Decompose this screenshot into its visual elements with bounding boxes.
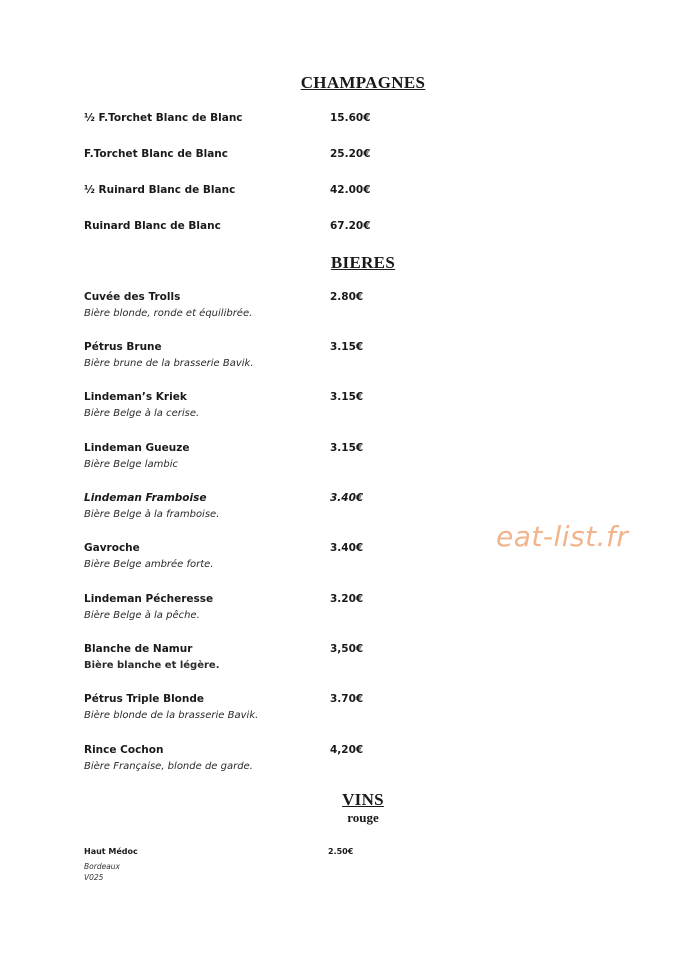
menu-item-name: Lindeman Pécheresse — [84, 593, 214, 605]
menu-item-name: Pétrus Triple Blonde — [84, 693, 205, 705]
menu-item-description: Bière Belge lambic — [84, 459, 178, 470]
menu-item-price: 4,20€ — [330, 744, 364, 756]
menu-item-name: ½ Ruinard Blanc de Blanc — [84, 184, 236, 196]
section-title-bieres: BIERES — [330, 253, 396, 272]
menu-item-price: 3,50€ — [330, 643, 364, 655]
menu-item-price: 67.20€ — [330, 220, 371, 232]
menu-item-price: 2.50€ — [328, 847, 354, 856]
menu-item-name: Ruinard Blanc de Blanc — [84, 220, 221, 232]
menu-item-name: Haut Médoc — [84, 847, 138, 856]
menu-item-price: 3.20€ — [330, 593, 364, 605]
menu-item-description: Bière Belge à la pêche. — [84, 610, 200, 621]
section-title-vins: VINS — [342, 790, 384, 809]
menu-item-name: Gavroche — [84, 542, 140, 554]
menu-item-name: Lindeman’s Kriek — [84, 391, 187, 403]
menu-item-price: 3.15€ — [330, 442, 364, 454]
menu-item-description: Bière Belge à la framboise. — [84, 509, 220, 520]
menu-item-name: ½ F.Torchet Blanc de Blanc — [84, 112, 243, 124]
menu-item-name: F.Torchet Blanc de Blanc — [84, 148, 228, 160]
menu-item-name: Rince Cochon — [84, 744, 164, 756]
menu-item-price: 25.20€ — [330, 148, 371, 160]
menu-item-price: 3.70€ — [330, 693, 364, 705]
menu-item-description: Bière blanche et légère. — [84, 660, 220, 671]
menu-item-price: 3.15€ — [330, 341, 364, 353]
menu-item-name: Lindeman Framboise — [84, 492, 207, 504]
menu-item-description: Bière Belge ambrée forte. — [84, 559, 214, 570]
menu-item-description: Bordeaux — [84, 862, 120, 871]
section-title-champagnes: CHAMPAGNES — [300, 73, 426, 92]
menu-item-description: Bière blonde de la brasserie Bavik. — [84, 710, 259, 721]
menu-item-price: 3.40€ — [330, 492, 364, 504]
menu-item-name: Lindeman Gueuze — [84, 442, 190, 454]
menu-item-description: V025 — [84, 873, 104, 882]
menu-item-name: Blanche de Namur — [84, 643, 193, 655]
menu-item-name: Pétrus Brune — [84, 341, 162, 353]
watermark: eat-list.fr — [496, 520, 629, 553]
menu-item-price: 15.60€ — [330, 112, 371, 124]
menu-item-description: Bière blonde, ronde et équilibrée. — [84, 308, 253, 319]
menu-item-name: Cuvée des Trolls — [84, 291, 181, 303]
menu-item-description: Bière Belge à la cerise. — [84, 408, 200, 419]
menu-item-description: Bière Française, blonde de garde. — [84, 761, 253, 772]
menu-item-description: Bière brune de la brasserie Bavik. — [84, 358, 254, 369]
menu-item-price: 3.15€ — [330, 391, 364, 403]
section-subtitle-rouge: rouge — [347, 810, 379, 825]
menu-item-price: 2.80€ — [330, 291, 364, 303]
menu-item-price: 42.00€ — [330, 184, 371, 196]
menu-item-price: 3.40€ — [330, 542, 364, 554]
